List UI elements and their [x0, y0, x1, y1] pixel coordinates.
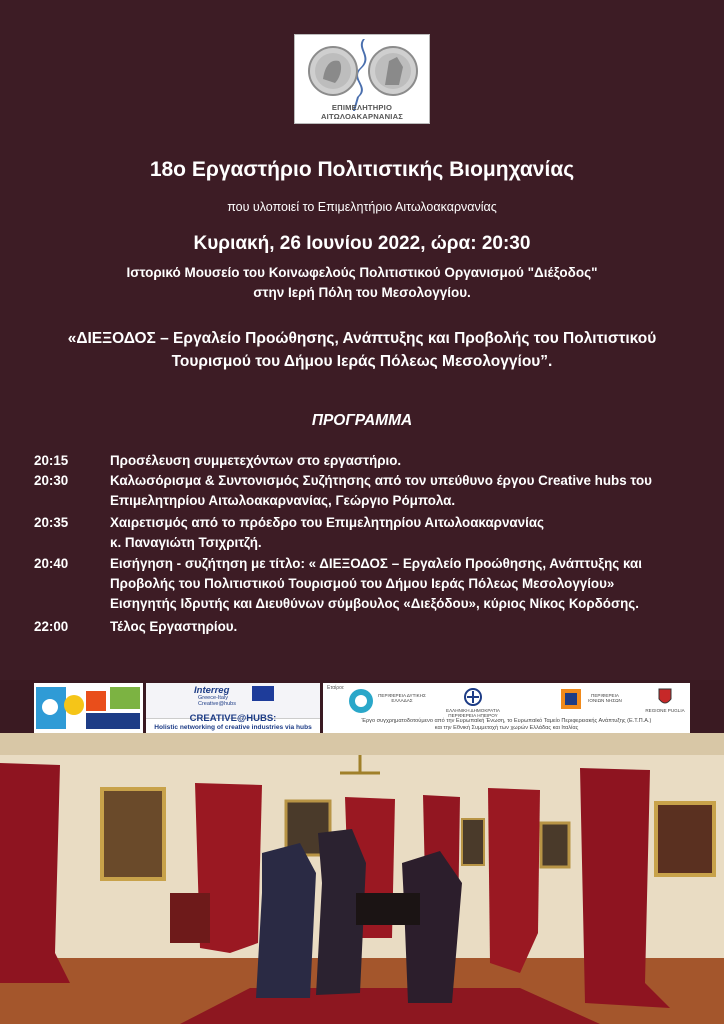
logo-caption: ΕΠΙΜΕΛΗΤΗΡΙΟ ΑΙΤΩΛΟΑΚΑΡΝΑΝΙΑΣ [320, 103, 404, 121]
program-item [0, 555, 724, 613]
creative-hubs-title: CREATIVE@HUBS: [189, 713, 277, 724]
program-desc: Προσέλευση συμμετεχόντων στο εργαστήριο. [110, 453, 402, 468]
program-time: 20:15 [34, 453, 69, 468]
program-time: 20:35 [34, 515, 69, 530]
ionian-islands-logo-icon [559, 687, 583, 711]
funding-line-1: Έργο συγχρηματοδοτούμενο από την Ευρωπαϊκή Ένωση, το Ευρωπαϊκό Ταμείο Περιφερειακής Ανάπτυξης (Ε.Τ.Π.Α.) [361, 718, 652, 724]
program-desc: Χαιρετισμός από το πρόεδρο του Επιμελητηρίου Αιτωλοακαρνανίας [110, 515, 545, 530]
interreg-sub-1: Greece-Italy [198, 695, 228, 701]
program-desc: Εισηγητής Ιδρυτής και Διευθύνων σύμβουλος «Διεξόδου», κύριος Νίκος Κορδόσης. [110, 596, 639, 611]
interreg-sub-2: Creative@hubs [198, 701, 236, 707]
event-subtitle: που υλοποιεί το Επιμελητήριο Αιτωλοακαρνανίας [227, 200, 497, 214]
program-desc: Καλωσόρισμα & Συντονισμός Συζήτησης από τον υπεύθυνο έργου Creative hubs του [110, 473, 652, 488]
partner-caption-3: ΠΕΡΙΦΕΡΕΙΑ ΙΟΝΙΩΝ ΝΗΣΩΝ [588, 693, 622, 703]
program-time: 20:30 [34, 473, 69, 488]
theme-line-1: «ΔΙΕΞΟΔΟΣ – Εργαλείο Προώθησης, Ανάπτυξης και Προβολής του Πολιτιστικού [67, 330, 657, 347]
museum-interior-photo [0, 733, 724, 1024]
chamber-logo [294, 34, 430, 124]
creative-hubs-graphic [34, 683, 143, 733]
event-title: 18ο Εργαστήριο Πολιτιστικής Βιομηχανίας [149, 158, 575, 181]
greek-emblem-icon [463, 687, 483, 707]
program-desc: Προβολής του Πολιτιστικού Τουρισμού του Δήμου Ιεράς Πόλεως Μεσολογγίου» [110, 576, 615, 591]
theme-line-2: Τουρισμού του Δήμου Ιεράς Πόλεως Μεσολογγίου”. [171, 353, 553, 370]
program-time: 20:40 [34, 556, 69, 571]
program-heading: ΠΡΟΓΡΑΜΜΑ [311, 412, 413, 429]
funding-note [323, 718, 690, 732]
partner-caption-2: ΕΛΛΗΝΙΚΗ ΔΗΜΟΚΡΑΤΙΑ ΠΕΡΙΦΕΡΕΙΑ ΗΠΕΙΡΟΥ [446, 708, 500, 718]
partners-label: Εταίροι: [327, 685, 345, 691]
program-desc: Επιμελητηρίου Αιτωλοακαρνανίας, Γεώργιο Ρόμπολα. [110, 493, 456, 508]
creative-hubs-subtitle: Holistic networking of creative industries via hubs [154, 724, 312, 731]
interreg-label: Interreg [194, 685, 230, 696]
program-time: 22:00 [34, 619, 69, 634]
venue-line-2: στην Ιερή Πόλη του Μεσολογγίου. [253, 285, 471, 300]
interreg-logo-panel [146, 683, 320, 733]
western-greece-logo-icon [347, 687, 375, 715]
partner-caption-1: ΠΕΡΙΦΕΡΕΙΑ ΔΥΤΙΚΗΣ ΕΛΛΑΔΑΣ [378, 693, 426, 703]
puglia-shield-icon [657, 687, 673, 707]
program-desc: Εισήγηση - συζήτηση με τίτλο: « ΔΙΕΞΟΔΟΣ – Εργαλείο Προώθησης, Ανάπτυξης και [110, 556, 642, 571]
venue-line-1: Ιστορικό Μουσείο του Κοινωφελούς Πολιτιστικού Οργανισμού "Διέξοδος" [126, 265, 598, 280]
partner-caption-4: REGIONE PUGLIA [645, 708, 685, 713]
program-item [0, 514, 724, 550]
program-item [0, 472, 724, 508]
partners-panel [323, 683, 690, 733]
funding-line-2: και την Εθνική Συμμετοχή των χωρών Ελλάδας και Ιταλίας [434, 725, 579, 731]
program-desc: Τέλος Εργαστηρίου. [110, 619, 238, 634]
eu-flag-icon [252, 686, 274, 701]
program-desc: κ. Παναγιώτη Τσιχριτζή. [110, 535, 262, 550]
event-date: Κυριακή, 26 Ιουνίου 2022, ώρα: 20:30 [193, 233, 531, 254]
